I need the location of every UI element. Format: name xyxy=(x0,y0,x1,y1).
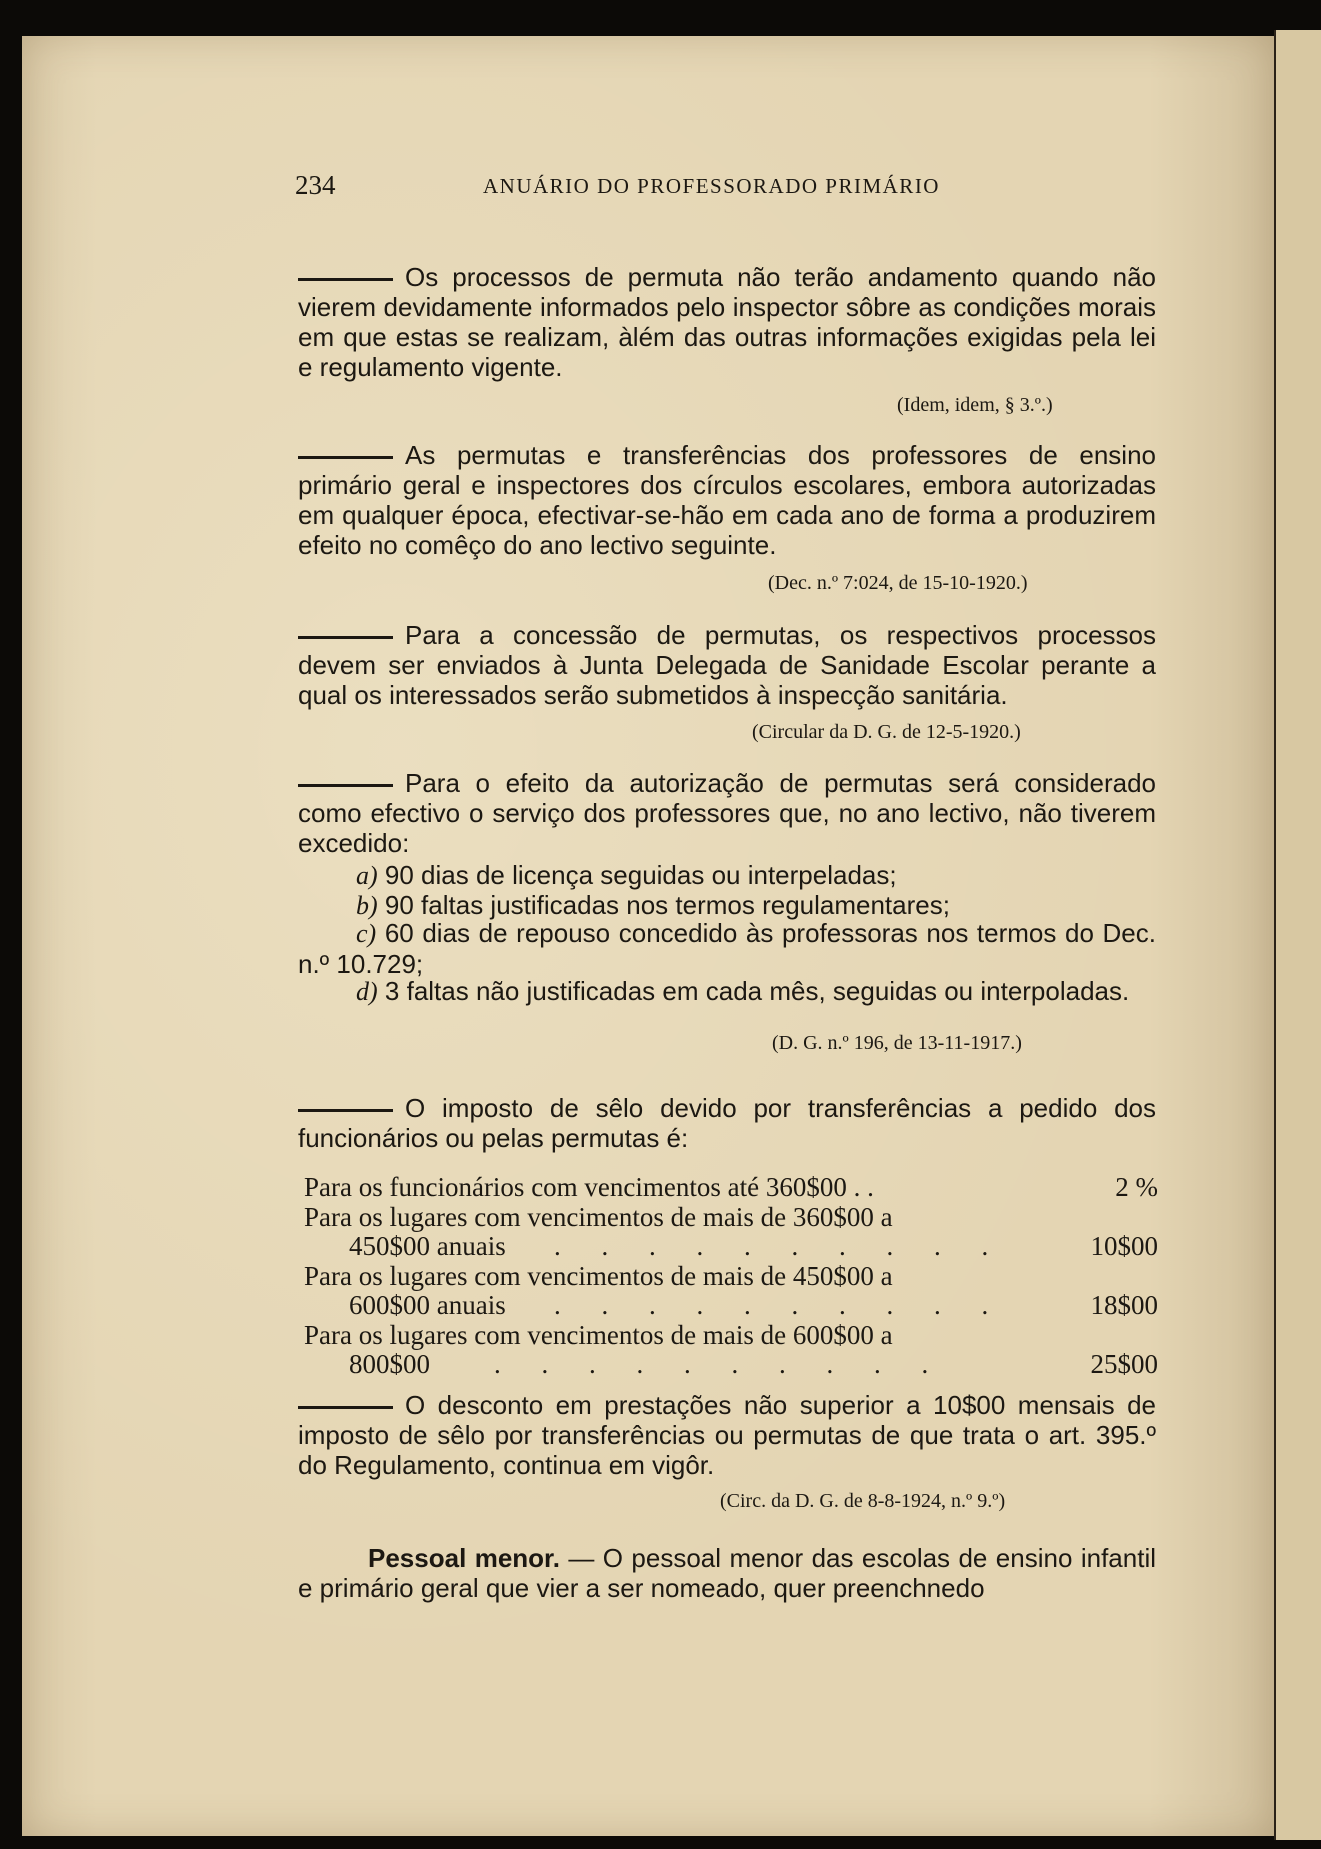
running-title: ANUÁRIO DO PROFESSORADO PRIMÁRIO xyxy=(483,174,940,198)
paragraph-dash xyxy=(298,1109,393,1112)
page-number: 234 xyxy=(295,170,336,200)
rate-row: Para os funcionários com vencimentos até 360$00 . . 2 % xyxy=(304,1172,1158,1202)
rate-row: Para os lugares com vencimentos de mais de 600$00 a xyxy=(304,1320,893,1350)
paragraph-desconto: O desconto em prestações não superior a 10$00 mensais de imposto de sêlo por transferências ou permutas de que trata o art. 395.º do Regulamento, continua em vigôr. xyxy=(298,1390,1156,1480)
rate-row: Para os lugares com vencimentos de mais de 450$00 a xyxy=(304,1261,893,1291)
paragraph-dash xyxy=(298,636,393,639)
citation: (Idem, idem, § 3.º.) xyxy=(897,394,1053,416)
list-item: b) 90 faltas justificadas nos termos regulamentares; xyxy=(356,890,950,920)
paragraph-imposto-selo: O imposto de sêlo devido por transferências a pedido dos funcionários ou pelas permutas é: xyxy=(298,1093,1156,1153)
paragraph-permutas-transferencias: As permutas e transferências dos professores de ensino primário geral e inspectores dos círculos escolares, embora autorizadas em qualquer época, efectivar-se-hão em cada ano de forma a produzirem efeito no comêço do ano lectivo seguinte. xyxy=(298,440,1156,560)
rate-row-continuation: 450$00 anuais . . . . . . . . . . 10$00 xyxy=(349,1231,1158,1261)
rate-row-continuation: 600$00 anuais . . . . . . . . . . 18$00 xyxy=(349,1290,1158,1320)
rate-row: Para os lugares com vencimentos de mais de 360$00 a xyxy=(304,1202,893,1232)
paragraph-concessao-permutas: Para a concessão de permutas, os respectivos processos devem ser enviados à Junta Delegada de Sanidade Escolar perante a qual os interessados serão submetidos à inspecção sanitária. xyxy=(298,620,1156,710)
paragraph-dash xyxy=(298,456,393,459)
adjacent-page-edge xyxy=(1274,30,1321,1840)
list-item: c) 60 dias de repouso concedido às professoras nos termos do Dec. n.º 10.729; xyxy=(298,918,1156,979)
citation: (Circ. da D. G. de 8-8-1924, n.º 9.º) xyxy=(720,1490,1006,1512)
paragraph-efeito-autorizacao: Para o efeito da autorização de permutas será considerado como efectivo o serviço dos professores que, no ano lectivo, não tiverem excedido: xyxy=(298,768,1156,858)
paragraph-permuta-processes: Os processos de permuta não terão andamento quando não vierem devidamente informados pelo inspector sôbre as condições morais em que estas se realizam, àlém das outras informações exigidas pela lei e regulamento vigente. xyxy=(298,262,1156,382)
citation: (Circular da D. G. de 12-5-1920.) xyxy=(752,721,1021,743)
rate-row-continuation: 800$00 . . . . . . . . . . 25$00 xyxy=(349,1349,1158,1379)
list-item: d) 3 faltas não justificadas em cada mês, seguidas ou interpoladas. xyxy=(356,976,1130,1006)
section-pessoal-menor: Pessoal menor. — O pessoal menor das escolas de ensino infantil e primário geral que vier a ser nomeado, quer preenchnedo xyxy=(298,1543,1156,1603)
citation: (D. G. n.º 196, de 13-11-1917.) xyxy=(772,1032,1022,1054)
list-item: a) 90 dias de licença seguidas ou interpeladas; xyxy=(356,860,897,890)
page-header xyxy=(295,170,1155,210)
paragraph-dash xyxy=(298,278,393,281)
paragraph-dash xyxy=(298,784,393,787)
section-heading: Pessoal menor. xyxy=(368,1543,560,1573)
citation: (Dec. n.º 7:024, de 15-10-1920.) xyxy=(768,572,1028,594)
paragraph-dash xyxy=(298,1406,393,1409)
